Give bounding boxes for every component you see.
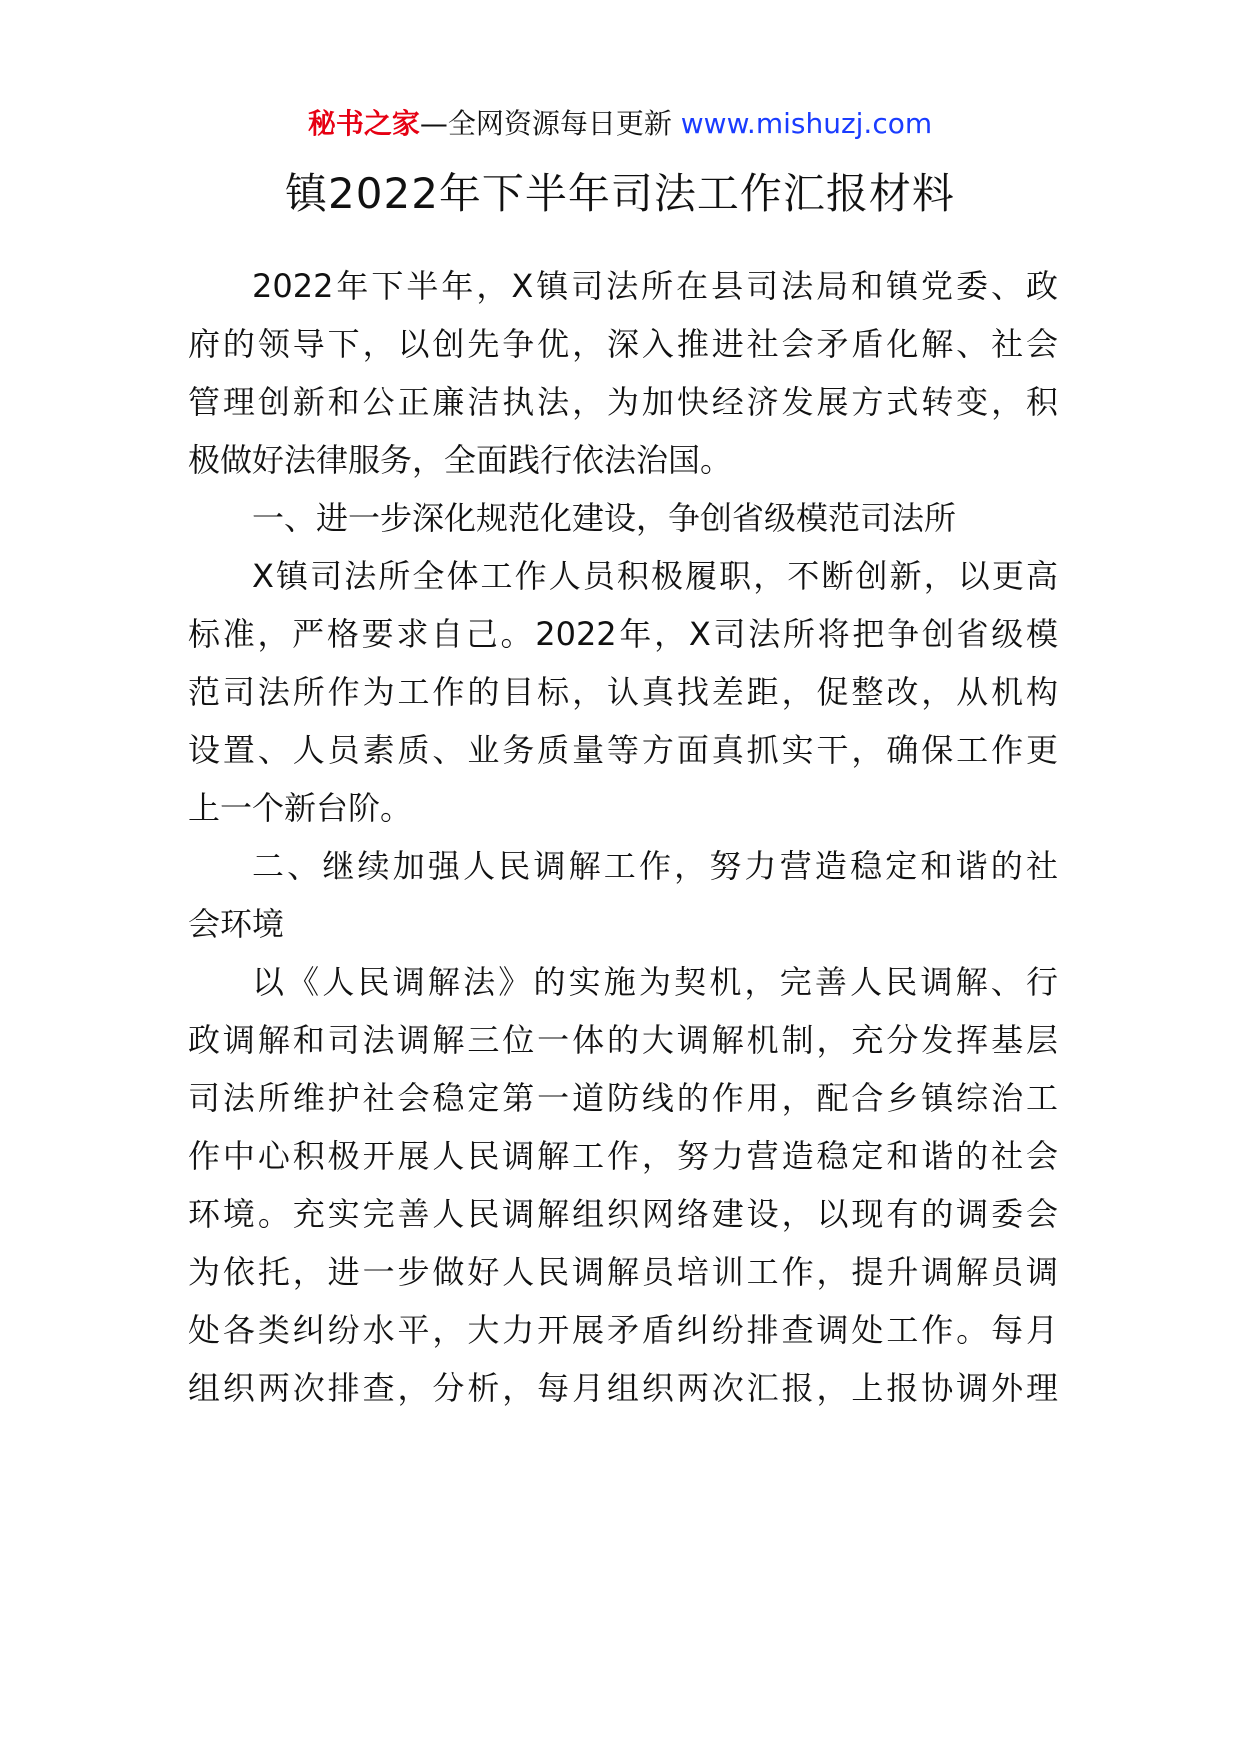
paragraph-line: X镇司法所全体工作人员积极履职，不断创新，以更高: [252, 557, 1058, 595]
paragraph-line: 2022年下半年，X镇司法所在县司法局和镇党委、政: [252, 267, 1058, 305]
section-heading: 二、继续加强人民调解工作，努力营造稳定和谐的社: [252, 847, 1058, 885]
paragraph-line: 设置、人员素质、业务质量等方面真抓实干，确保工作更: [188, 731, 1058, 769]
paragraph-line: 为依托，进一步做好人民调解员培训工作，提升调解员调: [188, 1253, 1058, 1291]
paragraph-line: 环境。充实完善人民调解组织网络建设，以现有的调委会: [188, 1195, 1058, 1233]
paragraph-line: 政调解和司法调解三位一体的大调解机制，充分发挥基层: [188, 1021, 1058, 1059]
paragraph-line: 组织两次排查，分析，每月组织两次汇报，上报协调外理: [188, 1369, 1058, 1407]
paragraph-line: 作中心积极开展人民调解工作，努力营造稳定和谐的社会: [188, 1137, 1058, 1175]
header-tagline: —全网资源每日更新: [419, 107, 681, 140]
brand-name: 秘书之家: [307, 107, 420, 140]
paragraph-line: 司法所维护社会稳定第一道防线的作用，配合乡镇综治工: [188, 1079, 1058, 1117]
paragraph-line: 范司法所作为工作的目标，认真找差距，促整改，从机构: [188, 673, 1058, 711]
section-heading: 一、进一步深化规范化建设，争创省级模范司法所: [252, 499, 957, 537]
site-url-link[interactable]: www.mishuzj.com: [680, 107, 933, 140]
paragraph-line: 标准，严格要求自己。2022年，X司法所将把争创省级模: [188, 615, 1058, 653]
paragraph-line: 府的领导下，以创先争优，深入推进社会矛盾化解、社会: [188, 325, 1058, 363]
paragraph-line: 处各类纠纷水平，大力开展矛盾纠纷排查调处工作。每月: [188, 1311, 1058, 1349]
section-heading: 会环境: [188, 905, 285, 943]
site-header: [0, 104, 1240, 144]
paragraph-line: 极做好法律服务，全面践行依法治国。: [188, 441, 733, 479]
paragraph-line: 上一个新台阶。: [188, 789, 413, 827]
paragraph-line: 管理创新和公正廉洁执法，为加快经济发展方式转变，积: [188, 383, 1058, 421]
document-title: 镇2022年下半年司法工作汇报材料: [285, 169, 955, 218]
paragraph-line: 以《人民调解法》的实施为契机，完善人民调解、行: [252, 963, 1058, 1001]
